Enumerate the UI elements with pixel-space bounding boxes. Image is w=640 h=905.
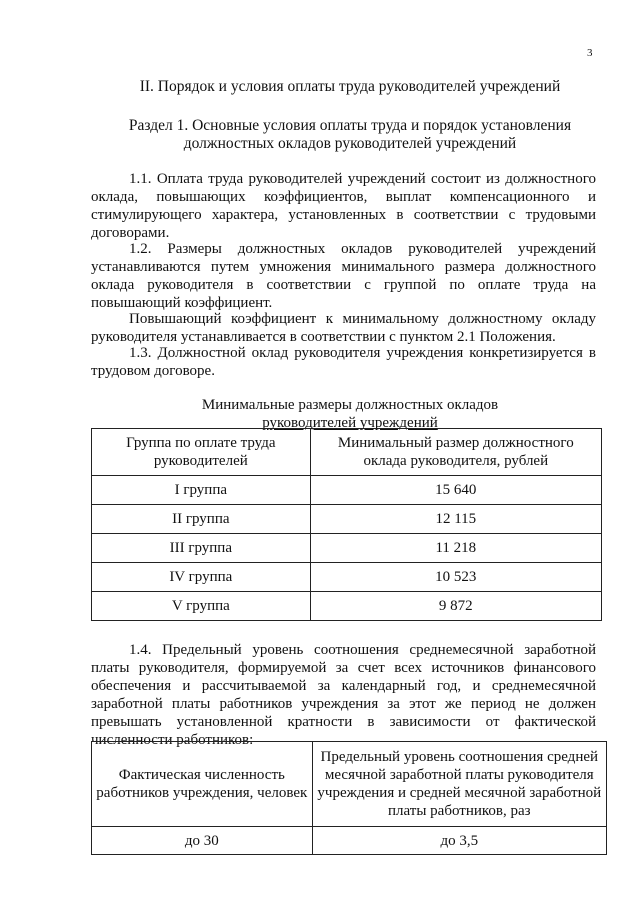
paragraph-1-2: 1.2. Размеры должностных окладов руководителей учреждений устанавливаются путем умножения минимального размера должностного оклада руководителя в соответствии с группой по оплате труда на повышающий коэффициент. <box>91 241 596 311</box>
table1-caption-line1: Минимальные размеры должностных окладов <box>201 397 499 413</box>
header-ratio: Предельный уровень соотношения средней месячной заработной платы руководителя учреждения и средней месячной заработной платы работников, раз <box>312 742 606 827</box>
paragraph-1-3: 1.3. Должностной оклад руководителя учреждения конкретизируется в трудовом договоре. <box>91 345 596 379</box>
headcount-cell: до 30 <box>92 827 313 855</box>
header-group: Группа по оплате труда руководителей <box>92 429 311 476</box>
group-cell: V группа <box>92 592 311 621</box>
table-row <box>92 534 602 563</box>
table-row <box>92 476 602 505</box>
section-title: II. Порядок и условия оплаты труда руководителей учреждений <box>139 78 561 95</box>
salary-cell: 9 872 <box>310 592 601 621</box>
page-number: 3 <box>587 47 593 59</box>
table1-caption <box>150 396 550 432</box>
table-header-row <box>92 742 607 827</box>
group-cell: IV группа <box>92 563 311 592</box>
group-cell: II группа <box>92 505 311 534</box>
salary-cell: 10 523 <box>310 563 601 592</box>
group-cell: III группа <box>92 534 311 563</box>
ratio-table <box>91 741 607 855</box>
paragraph-1-2-coefficient: Повышающий коэффициент к минимальному должностному окладу руководителя устанавливается в соответствии с пунктом 2.1 Положения. <box>91 311 596 345</box>
table-row <box>92 505 602 534</box>
table-row <box>92 592 602 621</box>
header-headcount: Фактическая численность работников учреждения, человек <box>92 742 313 827</box>
ratio-cell: до 3,5 <box>312 827 606 855</box>
salary-cell: 11 218 <box>310 534 601 563</box>
table1-caption-line2: руководителей учреждений <box>262 415 438 431</box>
table-header-row <box>92 429 602 476</box>
salary-table <box>91 428 602 621</box>
subsection-title-line1: Раздел 1. Основные условия оплаты труда и порядок установления <box>128 117 572 134</box>
subsection-title <box>80 117 620 153</box>
table-row <box>92 563 602 592</box>
table-row <box>92 827 607 855</box>
subsection-title-line2: должностных окладов руководителей учреждений <box>183 135 517 152</box>
paragraph-1-4: 1.4. Предельный уровень соотношения среднемесячной заработной платы руководителя, формируемой за счет всех источников финансового обеспечения и рассчитываемой за календарный год, и среднемесячной заработной платы работников учреждения за этот же период не должен превышать установленной кратности в зависимости от фактической численности работников: <box>91 642 596 748</box>
salary-cell: 15 640 <box>310 476 601 505</box>
group-cell: I группа <box>92 476 311 505</box>
salary-cell: 12 115 <box>310 505 601 534</box>
paragraph-1-1: 1.1. Оплата труда руководителей учреждений состоит из должностного оклада, повышающих коэффициентов, выплат компенсационного и стимулирующего характера, установленных в соответствии с трудовыми договорами. <box>91 171 596 241</box>
header-min-salary: Минимальный размер должностного оклада руководителя, рублей <box>310 429 601 476</box>
